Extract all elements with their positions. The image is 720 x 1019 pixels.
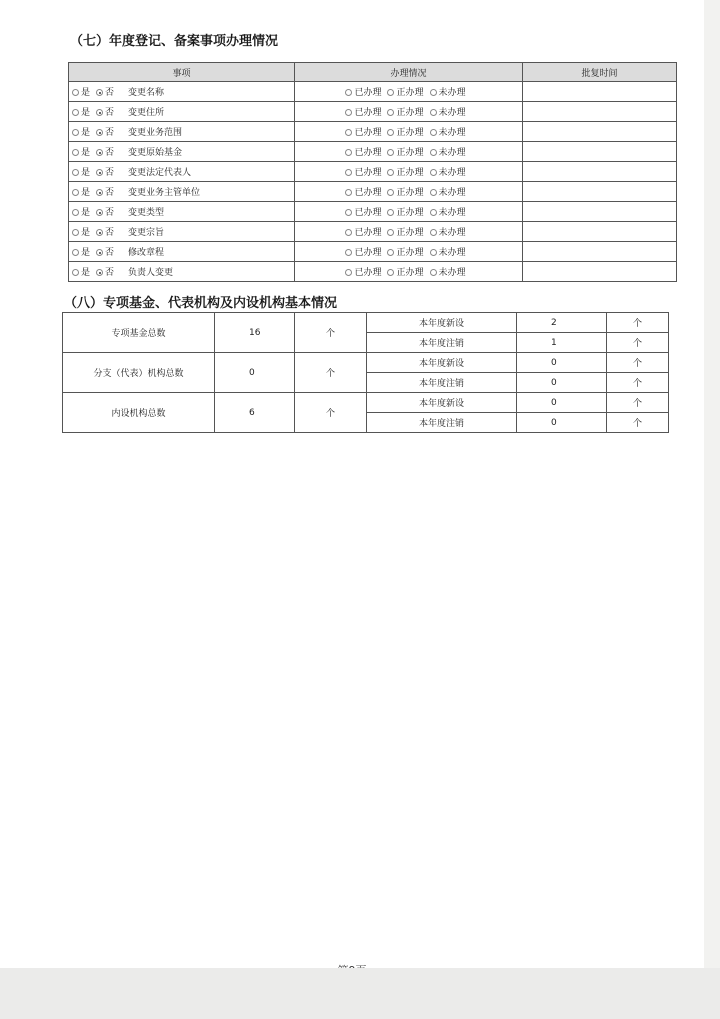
no-option[interactable]: 否: [96, 108, 114, 118]
radio-unchecked-icon[interactable]: [387, 129, 394, 136]
unit-label: 个: [607, 413, 669, 433]
radio-checked-icon[interactable]: [96, 249, 103, 256]
radio-checked-icon[interactable]: [96, 169, 103, 176]
radio-unchecked-icon[interactable]: [387, 249, 394, 256]
approval-time-cell: [523, 242, 677, 262]
matter-name: 修改章程: [128, 248, 165, 258]
table-row: [63, 313, 669, 333]
radio-unchecked-icon[interactable]: [430, 109, 437, 116]
radio-checked-icon[interactable]: [96, 149, 103, 156]
table-row: [69, 242, 677, 262]
matter-name: 变更原始基金: [128, 148, 183, 158]
new-count: 2: [517, 313, 607, 333]
status-option[interactable]: 已办理: [345, 228, 381, 238]
radio-unchecked-icon[interactable]: [430, 249, 437, 256]
radio-unchecked-icon[interactable]: [345, 109, 352, 116]
radio-unchecked-icon[interactable]: [430, 229, 437, 236]
matter-cell: [69, 182, 295, 202]
status-option[interactable]: 正办理: [387, 148, 423, 158]
yes-option[interactable]: 是: [72, 108, 90, 118]
yes-option[interactable]: 是: [72, 168, 90, 178]
status-cell: [295, 242, 523, 262]
status-option[interactable]: 正办理: [387, 248, 423, 258]
no-option[interactable]: 否: [96, 88, 114, 98]
new-label: 本年度新设: [367, 393, 517, 413]
cancel-label: 本年度注销: [367, 413, 517, 433]
status-option[interactable]: 未办理: [430, 228, 466, 238]
approval-time-cell: [523, 162, 677, 182]
matter-name: 变更业务主管单位: [128, 188, 201, 198]
approval-time-cell: [523, 222, 677, 242]
radio-checked-icon[interactable]: [96, 109, 103, 116]
radio-unchecked-icon[interactable]: [430, 269, 437, 276]
status-option[interactable]: 未办理: [430, 248, 466, 258]
no-option[interactable]: 否: [96, 248, 114, 258]
no-option[interactable]: 否: [96, 228, 114, 238]
radio-unchecked-icon[interactable]: [72, 209, 79, 216]
group-total: 16: [215, 313, 295, 353]
status-option[interactable]: 未办理: [430, 128, 466, 138]
status-cell: [295, 202, 523, 222]
radio-unchecked-icon[interactable]: [345, 149, 352, 156]
yes-option[interactable]: 是: [72, 128, 90, 138]
radio-unchecked-icon[interactable]: [345, 269, 352, 276]
no-option[interactable]: 否: [96, 268, 114, 278]
matter-cell: [69, 162, 295, 182]
header-approval-time: 批复时间: [523, 63, 677, 82]
radio-unchecked-icon[interactable]: [387, 189, 394, 196]
radio-checked-icon[interactable]: [96, 89, 103, 96]
radio-unchecked-icon[interactable]: [345, 129, 352, 136]
table-row: [63, 393, 669, 413]
radio-unchecked-icon[interactable]: [72, 249, 79, 256]
radio-unchecked-icon[interactable]: [345, 209, 352, 216]
radio-unchecked-icon[interactable]: [345, 229, 352, 236]
approval-time-cell: [523, 102, 677, 122]
group-label: 分支（代表）机构总数: [63, 353, 215, 393]
status-option[interactable]: 已办理: [345, 88, 381, 98]
matter-name: 变更业务范围: [128, 128, 183, 138]
approval-time-cell: [523, 82, 677, 102]
radio-unchecked-icon[interactable]: [430, 89, 437, 96]
unit-label: 个: [607, 373, 669, 393]
section-7-title: （七）年度登记、备案事项办理情况: [70, 34, 279, 49]
cancel-label: 本年度注销: [367, 333, 517, 353]
radio-unchecked-icon[interactable]: [387, 89, 394, 96]
radio-unchecked-icon[interactable]: [387, 149, 394, 156]
no-option[interactable]: 否: [96, 148, 114, 158]
status-option[interactable]: 未办理: [430, 208, 466, 218]
status-option[interactable]: 未办理: [430, 268, 466, 278]
yes-option[interactable]: 是: [72, 148, 90, 158]
status-option[interactable]: 未办理: [430, 88, 466, 98]
radio-unchecked-icon[interactable]: [387, 209, 394, 216]
table-row: [69, 102, 677, 122]
cancel-count: 0: [517, 413, 607, 433]
status-cell: [295, 262, 523, 282]
radio-unchecked-icon[interactable]: [72, 149, 79, 156]
institutions-table: [62, 312, 669, 433]
status-option[interactable]: 正办理: [387, 168, 423, 178]
matter-name: 变更住所: [128, 108, 165, 118]
radio-checked-icon[interactable]: [96, 129, 103, 136]
group-label: 内设机构总数: [63, 393, 215, 433]
table-row: [69, 182, 677, 202]
new-label: 本年度新设: [367, 313, 517, 333]
radio-unchecked-icon[interactable]: [387, 269, 394, 276]
status-option[interactable]: 正办理: [387, 128, 423, 138]
matter-cell: [69, 242, 295, 262]
table-row: [69, 222, 677, 242]
new-count: 0: [517, 353, 607, 373]
status-option[interactable]: 未办理: [430, 168, 466, 178]
status-option[interactable]: 正办理: [387, 188, 423, 198]
yes-option[interactable]: 是: [72, 248, 90, 258]
radio-unchecked-icon[interactable]: [72, 169, 79, 176]
header-status: 办理情况: [295, 63, 523, 82]
radio-unchecked-icon[interactable]: [430, 189, 437, 196]
radio-unchecked-icon[interactable]: [345, 249, 352, 256]
group-total: 6: [215, 393, 295, 433]
matter-cell: [69, 142, 295, 162]
radio-unchecked-icon[interactable]: [345, 169, 352, 176]
radio-checked-icon[interactable]: [96, 209, 103, 216]
status-option[interactable]: 未办理: [430, 148, 466, 158]
no-option[interactable]: 否: [96, 168, 114, 178]
group-total: 0: [215, 353, 295, 393]
radio-unchecked-icon[interactable]: [387, 229, 394, 236]
approval-time-cell: [523, 182, 677, 202]
unit-label: 个: [295, 353, 367, 393]
table-row: [69, 162, 677, 182]
radio-unchecked-icon[interactable]: [387, 169, 394, 176]
radio-unchecked-icon[interactable]: [72, 109, 79, 116]
section-8-title: （八）专项基金、代表机构及内设机构基本情况: [64, 296, 338, 311]
status-cell: [295, 82, 523, 102]
radio-checked-icon[interactable]: [96, 189, 103, 196]
approval-time-cell: [523, 262, 677, 282]
status-option[interactable]: 未办理: [430, 188, 466, 198]
status-option[interactable]: 已办理: [345, 188, 381, 198]
radio-unchecked-icon[interactable]: [345, 189, 352, 196]
no-option[interactable]: 否: [96, 208, 114, 218]
radio-unchecked-icon[interactable]: [430, 169, 437, 176]
scan-margin: [0, 968, 720, 1019]
matter-name: 变更类型: [128, 208, 165, 218]
status-option[interactable]: 已办理: [345, 128, 381, 138]
matter-name: 变更法定代表人: [128, 168, 192, 178]
table-header-row: [69, 63, 677, 82]
unit-label: 个: [607, 353, 669, 373]
table-row: [69, 142, 677, 162]
status-option[interactable]: 已办理: [345, 208, 381, 218]
table-row: [69, 122, 677, 142]
matter-cell: [69, 102, 295, 122]
status-option[interactable]: 已办理: [345, 168, 381, 178]
radio-unchecked-icon[interactable]: [430, 149, 437, 156]
yes-option[interactable]: 是: [72, 188, 90, 198]
status-option[interactable]: 已办理: [345, 248, 381, 258]
status-option[interactable]: 正办理: [387, 268, 423, 278]
matter-name: 负责人变更: [128, 268, 174, 278]
registration-matters-table: [68, 62, 677, 282]
table-row: [69, 262, 677, 282]
unit-label: 个: [607, 393, 669, 413]
status-option[interactable]: 未办理: [430, 108, 466, 118]
unit-label: 个: [607, 333, 669, 353]
yes-option[interactable]: 是: [72, 208, 90, 218]
no-option[interactable]: 否: [96, 188, 114, 198]
status-cell: [295, 142, 523, 162]
status-option[interactable]: 已办理: [345, 268, 381, 278]
radio-unchecked-icon[interactable]: [430, 209, 437, 216]
radio-unchecked-icon[interactable]: [72, 189, 79, 196]
unit-label: 个: [295, 313, 367, 353]
radio-unchecked-icon[interactable]: [72, 269, 79, 276]
status-option[interactable]: 正办理: [387, 228, 423, 238]
matter-cell: [69, 222, 295, 242]
matter-name: 变更名称: [128, 88, 165, 98]
status-option[interactable]: 正办理: [387, 88, 423, 98]
no-option[interactable]: 否: [96, 128, 114, 138]
approval-time-cell: [523, 142, 677, 162]
yes-option[interactable]: 是: [72, 268, 90, 278]
matter-name: 变更宗旨: [128, 228, 165, 238]
status-option[interactable]: 正办理: [387, 208, 423, 218]
yes-option[interactable]: 是: [72, 88, 90, 98]
radio-unchecked-icon[interactable]: [387, 109, 394, 116]
status-option[interactable]: 已办理: [345, 148, 381, 158]
group-label: 专项基金总数: [63, 313, 215, 353]
status-cell: [295, 102, 523, 122]
cancel-count: 1: [517, 333, 607, 353]
status-cell: [295, 122, 523, 142]
radio-unchecked-icon[interactable]: [430, 129, 437, 136]
matter-cell: [69, 202, 295, 222]
matter-cell: [69, 262, 295, 282]
matter-cell: [69, 82, 295, 102]
status-option[interactable]: 正办理: [387, 108, 423, 118]
radio-checked-icon[interactable]: [96, 229, 103, 236]
new-label: 本年度新设: [367, 353, 517, 373]
header-item: 事项: [69, 63, 295, 82]
radio-unchecked-icon[interactable]: [72, 229, 79, 236]
status-option[interactable]: 已办理: [345, 108, 381, 118]
unit-label: 个: [607, 313, 669, 333]
unit-label: 个: [295, 393, 367, 433]
radio-checked-icon[interactable]: [96, 269, 103, 276]
approval-time-cell: [523, 202, 677, 222]
radio-unchecked-icon[interactable]: [345, 89, 352, 96]
status-cell: [295, 162, 523, 182]
table-row: [63, 353, 669, 373]
matter-cell: [69, 122, 295, 142]
table-row: [69, 202, 677, 222]
radio-unchecked-icon[interactable]: [72, 89, 79, 96]
cancel-count: 0: [517, 373, 607, 393]
yes-option[interactable]: 是: [72, 228, 90, 238]
status-cell: [295, 182, 523, 202]
table-row: [69, 82, 677, 102]
radio-unchecked-icon[interactable]: [72, 129, 79, 136]
approval-time-cell: [523, 122, 677, 142]
cancel-label: 本年度注销: [367, 373, 517, 393]
status-cell: [295, 222, 523, 242]
new-count: 0: [517, 393, 607, 413]
